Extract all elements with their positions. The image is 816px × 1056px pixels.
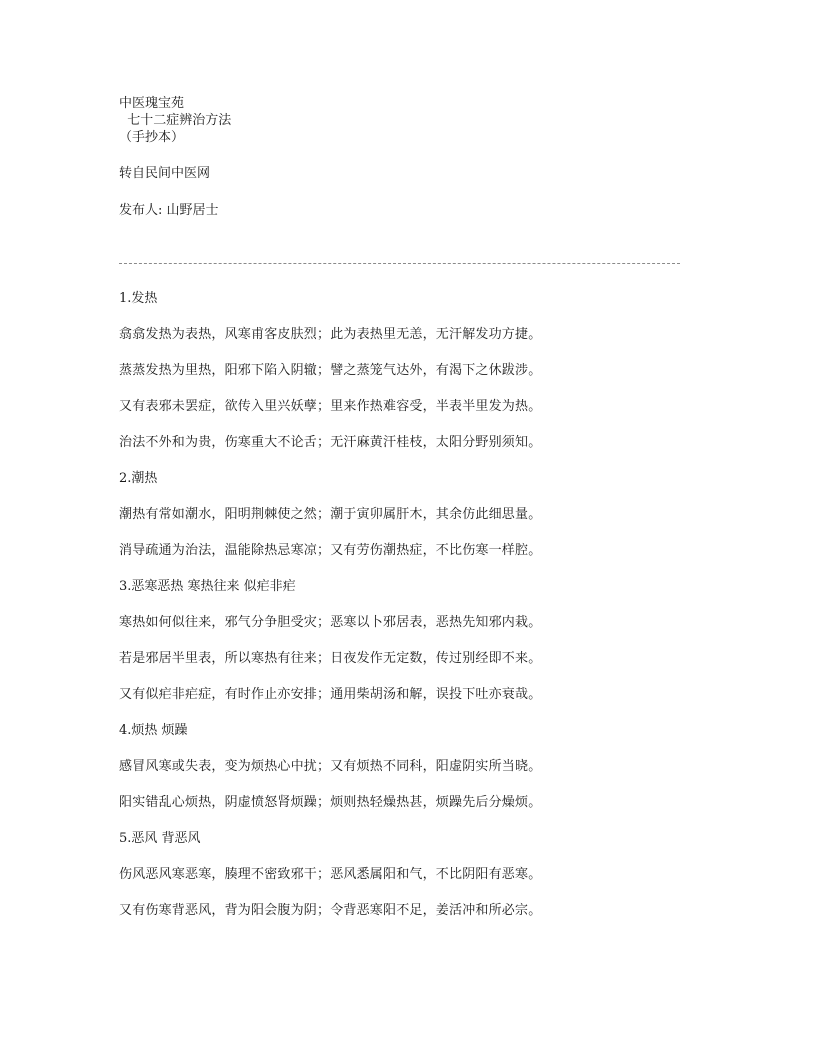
section-heading: 2.潮热 [119, 471, 158, 486]
verse-line: 又有表邪未罢症，欲传入里兴妖孽；里来作热难容受，半表半里发为热。 [119, 399, 542, 414]
verse-line: 蒸蒸发热为里热，阳邪下陷入阴辙；譬之蒸笼气达外，有渴下之休跋涉。 [119, 363, 542, 378]
verse-line: 寒热如何似往来，邪气分争胆受灾；恶寒以卜邪居表，恶热先知邪内栽。 [119, 615, 542, 630]
sections-container [119, 290, 719, 919]
section-heading: 5.恶风 背恶风 [119, 831, 201, 846]
verse-line: 伤风恶风寒恶寒，腠理不密致邪干；恶风悉属阳和气，不比阴阳有恶寒。 [119, 867, 542, 882]
verse-line: 潮热有常如潮水，阳明荆棘使之然；潮于寅卯属肝木，其余仿此细思量。 [119, 507, 542, 522]
verse-line: 消导疏通为治法，温能除热忌寒凉；又有劳伤潮热症，不比伤寒一样腔。 [119, 543, 542, 558]
document-note: （手抄本） [119, 130, 185, 145]
verse-line: 阳实错乱心烦热，阴虚愤怒肾烦躁；烦则热轻燥热甚，烦躁先后分燥烦。 [119, 795, 542, 810]
verse-line: 治法不外和为贵，伤寒重大不论舌；无汗麻黄汗桂枝，太阳分野别须知。 [119, 435, 542, 450]
document-title: 中医瑰宝苑 [119, 96, 185, 111]
document-header [119, 95, 719, 146]
verse-line: 感冒风寒或失表，变为烦热心中扰；又有烦热不同科，阳虚阴实所当晓。 [119, 759, 542, 774]
dashed-divider [119, 263, 680, 264]
section-aversion-wind [119, 830, 719, 919]
verse-line: 又有似疟非疟症，有时作止亦安排；通用柴胡汤和解，误投下吐亦衰哉。 [119, 687, 542, 702]
section-tidal-fever [119, 470, 719, 559]
section-restless-fever [119, 722, 719, 811]
verse-line: 若是邪居半里表，所以寒热有往来；日夜发作无定数，传过别经即不来。 [119, 651, 542, 666]
section-fever [119, 290, 719, 451]
source-line: 转自民间中医网 [119, 166, 211, 181]
section-heading: 1.发热 [119, 291, 158, 306]
verse-line: 翕翕发热为表热，风寒甫客皮肤烈；此为表热里无恙，无汗解发功方捷。 [119, 327, 542, 342]
publisher-line: 发布人: 山野居士 [119, 203, 219, 218]
verse-line: 又有伤寒背恶风，背为阳会腹为阴；令背恶寒阳不足，姜活冲和所必宗。 [119, 903, 542, 918]
section-heading: 3.恶寒恶热 寒热往来 似疟非疟 [119, 579, 296, 594]
document-page [119, 95, 719, 938]
section-heading: 4.烦热 烦躁 [119, 723, 188, 738]
section-chills-fever [119, 578, 719, 703]
document-subtitle: 七十二症辨治方法 [119, 113, 232, 128]
